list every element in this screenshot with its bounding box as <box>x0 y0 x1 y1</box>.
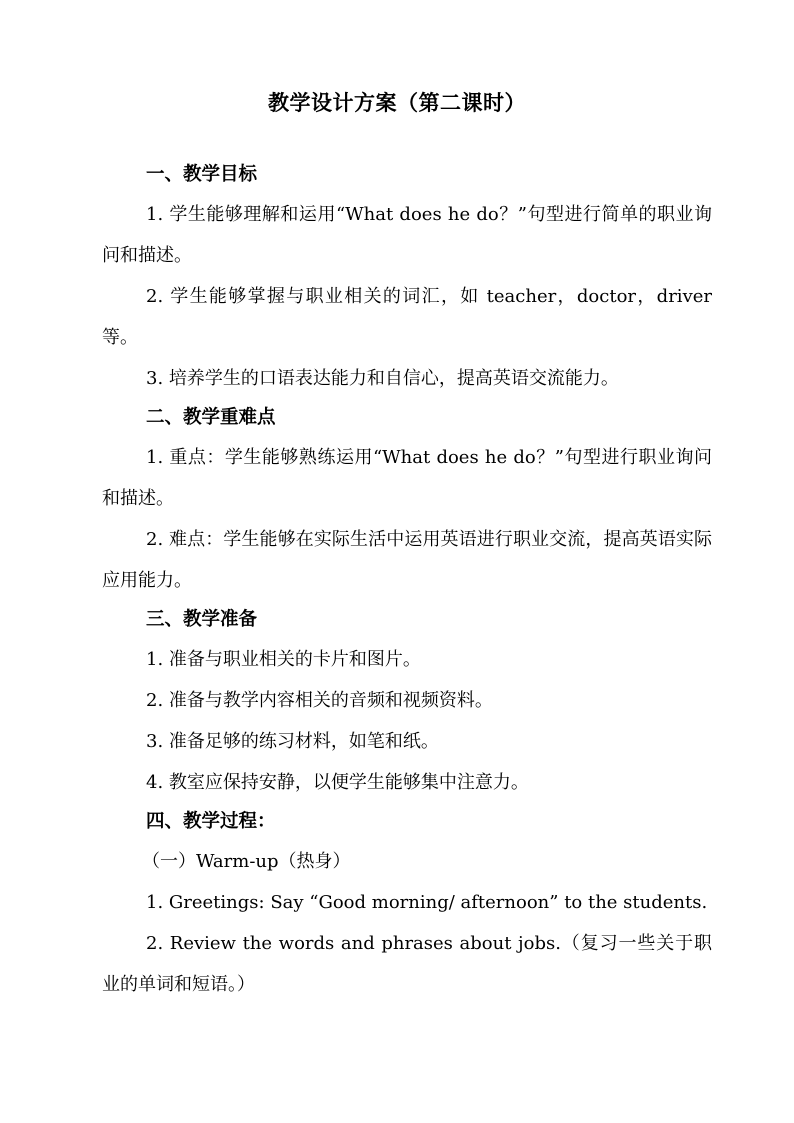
preparation-item-4: 4. 教室应保持安静，以便学生能够集中注意力。 <box>146 772 529 793</box>
objective-item-1: 1. 学生能够理解和运用“What does he do？”句型进行简单的职业询问和描述。 <box>102 204 712 266</box>
objective-item-3: 3. 培养学生的口语表达能力和自信心，提高英语交流能力。 <box>146 368 619 389</box>
process-item-1: 1. Greetings: Say “Good morning/ afternoon” to the students. <box>146 892 708 913</box>
section-heading-key-points: 二、教学重难点 <box>146 407 276 428</box>
preparation-item-1: 1. 准备与职业相关的卡片和图片。 <box>146 649 421 670</box>
preparation-item-2: 2. 准备与教学内容相关的音频和视频资料。 <box>146 690 493 711</box>
key-point-item-1: 1. 重点：学生能够熟练运用“What does he do？”句型进行职业询问和描述。 <box>102 447 712 509</box>
document-body <box>102 156 712 1005</box>
section-heading-process: 四、教学过程： <box>146 811 276 832</box>
process-item-2: 2. Review the words and phrases about jobs.（复习一些关于职业的单词和短语。） <box>102 933 712 995</box>
document-title: 教学设计方案（第二课时） <box>268 91 526 115</box>
section-heading-objectives: 一、教学目标 <box>146 164 258 185</box>
objective-item-2: 2. 学生能够掌握与职业相关的词汇，如 teacher，doctor，driver 等。 <box>102 286 712 348</box>
section-heading-preparation: 三、教学准备 <box>146 609 258 630</box>
key-point-item-2: 2. 难点：学生能够在实际生活中运用英语进行职业交流，提高英语实际应用能力。 <box>102 529 712 591</box>
preparation-item-3: 3. 准备足够的练习材料，如笔和纸。 <box>146 731 439 752</box>
process-subheading-warmup: （一）Warm-up（热身） <box>142 851 351 872</box>
